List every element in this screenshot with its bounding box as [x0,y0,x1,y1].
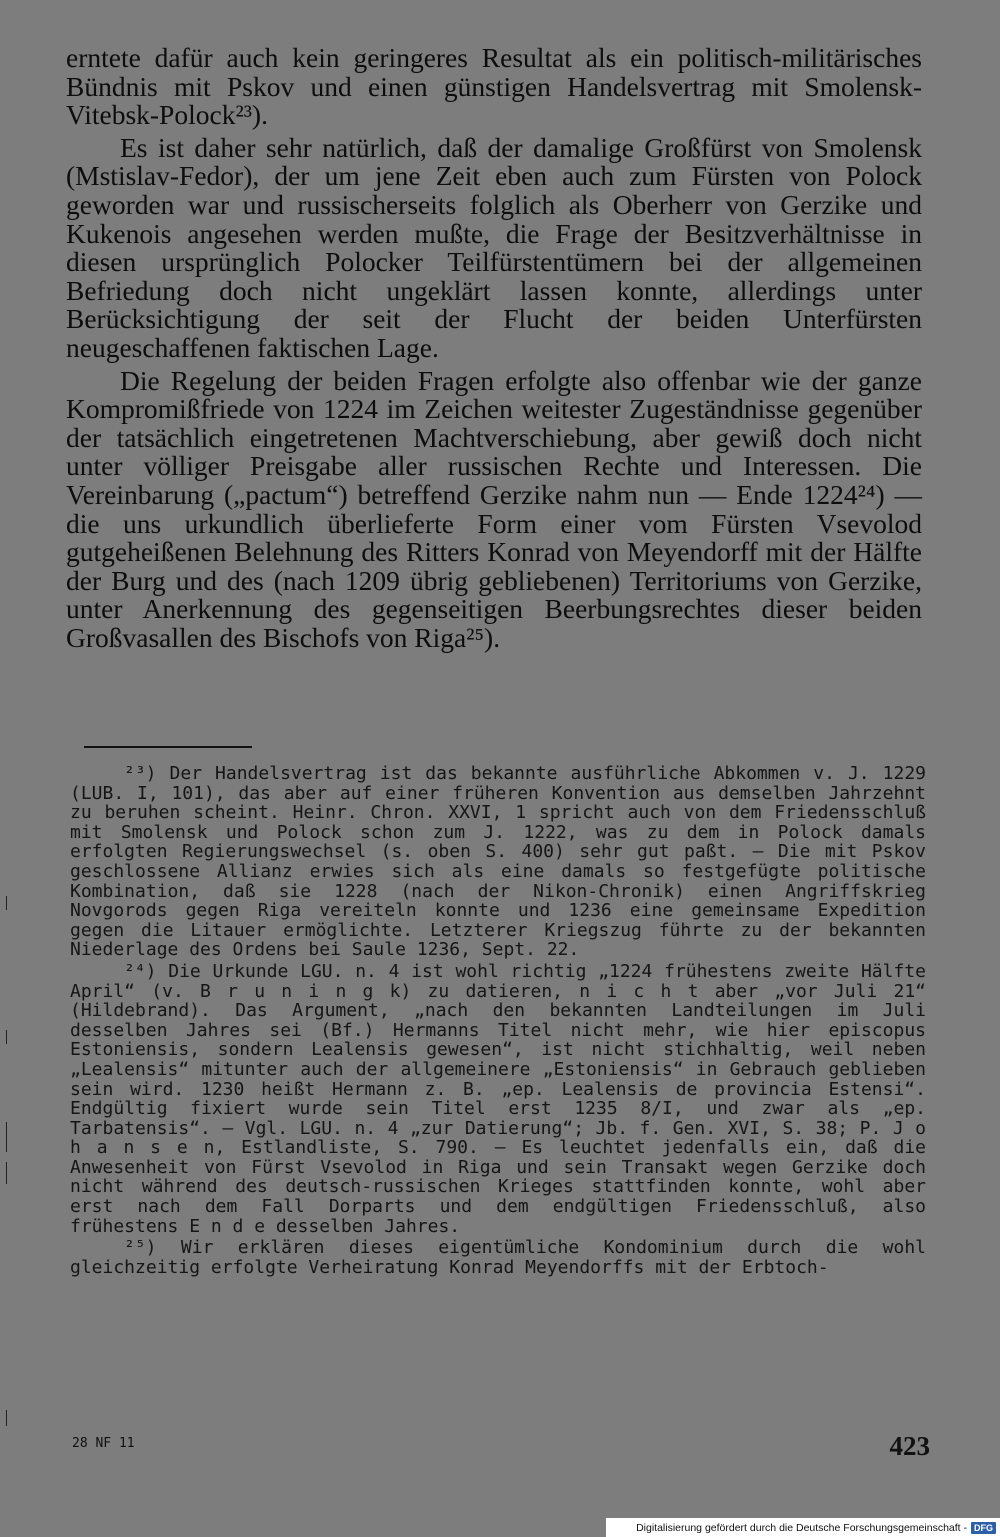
margin-mark [6,1122,7,1152]
dfg-logo-icon: DFG [971,1522,996,1534]
footnotes [70,764,926,1279]
main-text [66,44,922,652]
margin-mark [6,896,7,910]
footnote-separator [84,746,252,748]
signature-mark: 28 NF 11 [72,1436,135,1451]
footnote-24: ²⁴) Die Urkunde LGU. n. 4 ist wohl richtig „1224 frühestens zweite Hälfte April“ (v. B r u n i n g k) zu datieren, n i c h t aber „vor Juli 21“ (Hildebrand). Das Argument, „nach den bekannten Landteilungen im Juli desselben Jahres sei (Bf.) Hermanns Titel nicht mehr, wie hier episcopus Estoniensis, sondern Lealensis gewesen“, ist nicht stichhaltig, weil neben „Lealensis“ mitunter auch der allgemeinere „Estoniensis“ in Gebrauch geblieben sein wird. 1230 heißt Hermann z. B. „ep. Lealensis de provincia Estensi“. Endgültig fixiert wurde sein Titel erst 1235 8/I, und zwar als „ep. Tarbatensis“. — Vgl. LGU. n. 4 „zur Datierung“; Jb. f. Gen. XVI, S. 38; P. J o h a n s e n, Estlandliste, S. 790. — Es leuchtet jedenfalls ein, daß die Anwesenheit von Fürst Vsevolod in Riga und sein Transakt wegen Gerzike doch nicht während des deutsch-russischen Krieges stattfinden konnte, wohl aber erst nach dem Fall Dorparts und dem endgültigen Friedensschluß, also frühestens E n d e desselben Jahres. [70,960,926,1237]
paragraph-1: erntete dafür auch kein geringeres Resultat als ein politisch-militärisches Bündnis mit Pskov und einen günstigen Handelsvertrag mit Smolensk-Vitebsk-Polock²³). [66,42,922,131]
margin-mark [6,1410,7,1426]
paragraph-2: Es ist daher sehr natürlich, daß der damalige Großfürst von Smolensk (Mstislav-Fedor), der um jene Zeit eben auch zum Fürsten von Polock geworden war und russischerseits folglich als Oberherr von Gerzike und Kukenois angesehen werden mußte, die Frage der Besitzverhältnisse in diesen ursprünglich Polocker Teilfürstentümern bei der allgemeinen Befriedung doch nicht ungeklärt lassen konnte, allerdings unter Berücksichtigung der seit der Flucht der beiden Unterfürsten neugeschaffenen faktischen Lage. [66,131,922,363]
margin-mark [6,1030,7,1044]
footer-credit: Digitalisierung gefördert durch die Deutsche Forschungsgemeinschaft - [636,1521,967,1534]
digitization-footer [606,1518,1000,1537]
page-number: 423 [889,1431,930,1461]
footnote-23: ²³) Der Handelsvertrag ist das bekannte ausführliche Abkommen v. J. 1229 (LUB. I, 101), das aber auf einer früheren Konvention aus demselben Jahrzehnt zu beruhen scheint. Heinr. Chron. XXVI, 1 spricht auch von dem Friedensschluß mit Smolensk und Polock schon zum J. 1222, was zu dem in Polock damals erfolgten Regierungswechsel (s. oben S. 400) sehr gut paßt. — Die mit Pskov geschlossene Allianz erwies sich als eine damals so festgefügte politische Kombination, daß sie 1228 (nach der Nikon-Chronik) einen Angriffskrieg Novgorods gegen Riga vereiteln konnte und 1236 eine gemeinsame Expedition gegen die Litauer ermöglichte. Letzterer Kriegszug führte zu der bekannten Niederlage des Ordens bei Saule 1236, Sept. 22. [70,763,926,961]
paragraph-3: Die Regelung der beiden Fragen erfolgte also offenbar wie der ganze Kompromißfriede von 1224 im Zeichen weitester Zugeständnisse gegenüber der tatsächlich eingetretenen Machtverschiebung, aber gewiß doch nicht unter völliger Preisgabe aller russischen Rechte und Interessen. Die Vereinbarung („pactum“) betreffend Gerzike nahm nun — Ende 1224²⁴) — die uns urkundlich überlieferte Form einer vom Fürsten Vsevolod gutgeheißenen Belehnung des Ritters Konrad von Meyendorff mit der Hälfte der Burg und des (nach 1209 übrig gebliebenen) Territoriums von Gerzike, unter Anerkennung des gegenseitigen Beerbungsrechtes dieser beiden Großvasallen des Bischofs von Riga²⁵). [66,364,922,653]
margin-mark [6,1162,7,1184]
footnote-25: ²⁵) Wir erklären dieses eigentümliche Kondominium durch die wohl gleichzeitig erfolgte Verheiratung Konrad Meyendorffs mit der Erbtoch- [70,1237,926,1278]
